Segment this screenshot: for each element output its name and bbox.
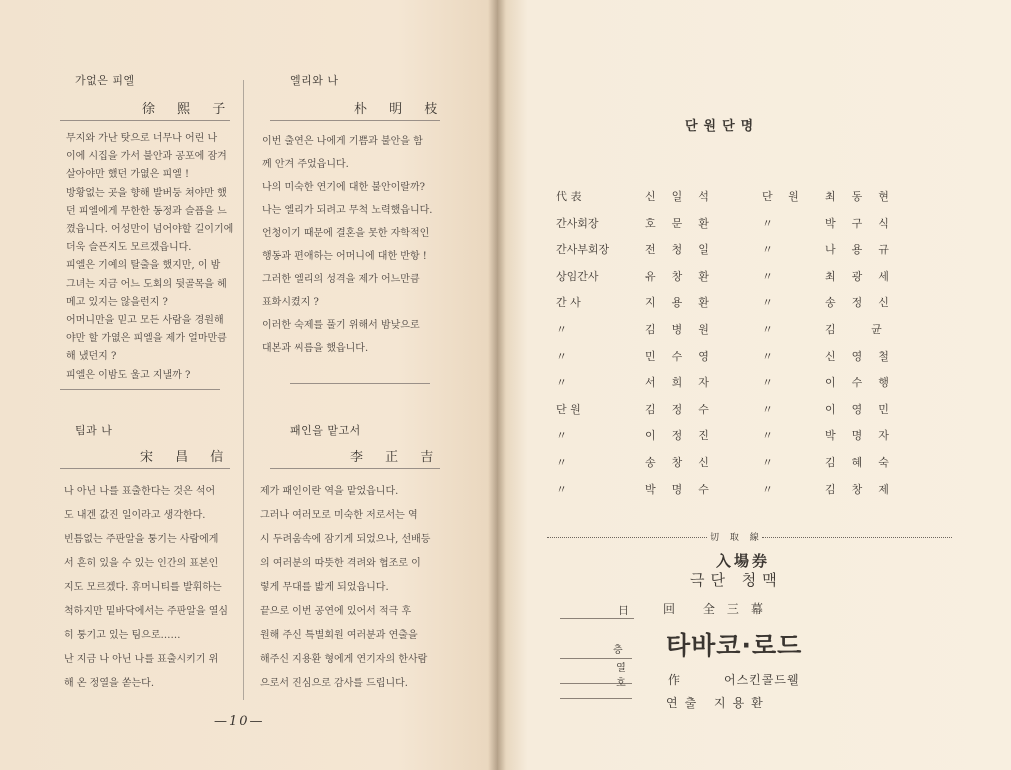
essay-line: 히 퉁기고 있는 팀으로…… <box>64 630 181 641</box>
play-title: 타바코·로드 <box>666 631 803 660</box>
cut-line <box>547 537 707 538</box>
essay-author: 徐 熙 子 <box>142 102 235 117</box>
essay-line: 빈틈없는 주판알을 퉁기는 사람에게 <box>64 534 219 545</box>
roster-role: 代 表 <box>556 190 582 203</box>
roster-role: 〃 <box>762 482 779 496</box>
essay-line: 나의 미숙한 연기에 대한 불안이랄까? <box>262 182 425 193</box>
essay-line: 지도 모르겠다. 휴머니티를 발휘하는 <box>64 582 222 593</box>
roster-role: 〃 <box>762 429 779 443</box>
roster-member-name: 이영민 <box>825 402 905 416</box>
essay-line: 피엘은 이밤도 울고 지낼까 ? <box>66 369 191 381</box>
essay-line: 시 두려움속에 잠기게 되었으나, 선배등 <box>260 534 431 545</box>
essay-line: 행동과 편애하는 어머니에 대한 반항 ! <box>262 251 427 262</box>
roster-member-name: 박구식 <box>825 216 905 230</box>
cut-line <box>762 537 952 538</box>
essay-line: 척하지만 밑바닥에서는 주판알을 열심 <box>64 606 229 617</box>
essay-line: 해주신 지용환 형에게 연기자의 한사람 <box>260 654 428 665</box>
roster-role: 〃 <box>762 349 779 363</box>
ticket-title: 入場券 <box>716 552 771 570</box>
essay-line: 해 냈던지 ? <box>66 351 117 363</box>
essay-title: 가없은 피엘 <box>75 74 135 87</box>
roster-role: 〃 <box>762 269 779 283</box>
roster-member-name: 전청일 <box>645 243 725 257</box>
roster-member-name: 송정신 <box>825 296 905 310</box>
roster-role: 〃 <box>762 376 779 390</box>
roster-member-name: 김병원 <box>645 323 725 336</box>
roster-title: 단원단명 <box>685 119 760 134</box>
essay-line: 살아야만 했던 가엾은 피엘 ! <box>66 169 189 181</box>
row-label: 열 <box>616 663 626 674</box>
date-blank <box>560 618 634 619</box>
roster-member-name: 김창제 <box>825 482 905 496</box>
roster-role: 〃 <box>556 456 567 469</box>
essay-body <box>262 130 432 360</box>
essay-line: 그러나 여러모로 미숙한 저로서는 역 <box>260 510 418 521</box>
roster-role: 〃 <box>556 376 567 390</box>
roster-member-name: 박명자 <box>825 429 905 443</box>
essay-line: 무지와 가난 탓으로 너무나 어린 나 <box>66 133 218 144</box>
essay-line: 표화시켰지 ? <box>262 297 319 308</box>
roster-member-name: 나용규 <box>825 243 905 257</box>
page-number: —10— <box>214 714 265 729</box>
roster-role: 간사회장 <box>556 216 599 230</box>
roster-member-name: 서희자 <box>645 376 725 390</box>
roster-role: 〃 <box>762 243 779 257</box>
essay-body <box>64 480 228 696</box>
roster-member-name: 김 균 <box>825 323 898 336</box>
essay-line: 그러한 엘리의 성격을 제가 어느만큼 <box>262 274 420 285</box>
essay-title: 엘리와 나 <box>290 74 339 87</box>
roster-role: 간사부회장 <box>556 243 610 257</box>
essay-line: 그녀는 지금 어느 도회의 뒷골목을 헤 <box>66 278 227 290</box>
essay-author: 宋 昌 信 <box>140 450 233 465</box>
roster-role: 〃 <box>762 323 779 336</box>
essay-line: 으로서 진심으로 감사를 드립니다. <box>260 678 408 689</box>
essay-line: 피엘은 기예의 탈출을 했지만, 이 밤 <box>66 260 221 272</box>
roster-role: 〃 <box>762 402 779 416</box>
essay-line: 더욱 슬픈지도 모르겠읍니다. <box>66 242 192 254</box>
essay-title: 패인을 맡고서 <box>290 424 361 437</box>
section-rule <box>290 383 430 384</box>
essay-line: 끝으로 이번 공연에 있어서 적극 후 <box>260 606 412 617</box>
roster-member-name: 민수영 <box>645 349 725 363</box>
essay-line: 방황없는 곳을 향해 발버둥 쳐야만 했 <box>66 187 227 199</box>
essay-line: 이러한 숙제를 풀기 위해서 밤낮으로 <box>262 320 420 331</box>
roster-role: 〃 <box>762 296 779 310</box>
roster-member-name: 호문환 <box>645 216 725 230</box>
roster-role: 〃 <box>556 482 567 496</box>
roster-role: 〃 <box>762 456 779 469</box>
roster-role: 〃 <box>556 429 567 443</box>
roster-role: 상임간사 <box>556 269 599 283</box>
essay-line: 언청이기 때문에 결혼을 못한 자학적인 <box>262 228 430 239</box>
essay-body <box>66 130 233 385</box>
essay-line: 께 안겨 주었읍니다. <box>262 159 349 170</box>
essay-line: 원해 주신 특별회원 여러분과 연출을 <box>260 630 418 641</box>
essay-title: 팀과 나 <box>75 424 113 437</box>
seat-label: 호 <box>616 678 626 689</box>
author-underline <box>270 120 440 121</box>
essay-line: 이에 시집을 가서 불안과 공포에 잠겨 <box>66 151 227 163</box>
author-underline <box>60 120 230 121</box>
essay-line: 나는 엘리가 되려고 무척 노력했읍니다. <box>262 205 433 216</box>
roster-member-name: 김혜숙 <box>825 456 905 469</box>
roster-member-name: 지용환 <box>645 296 725 310</box>
essay-line: 나 아닌 나를 표출한다는 것은 석어 <box>64 486 216 497</box>
roster-role: 〃 <box>762 216 779 230</box>
essay-line: 서 흔히 있을 수 있는 인간의 표본인 <box>64 558 219 569</box>
acts-info: 回 全三幕 <box>663 602 775 616</box>
roster-role: 〃 <box>556 349 567 363</box>
floor-blank <box>560 658 632 659</box>
seat-blank <box>560 698 632 699</box>
essay-line: 해 온 정열을 쏟는다. <box>64 678 154 689</box>
essay-line: 야만 할 가엾은 피엘을 제가 얼마만큼 <box>66 333 227 345</box>
essay-body <box>260 480 430 696</box>
essay-line: 던 피엘에게 무한한 동정과 슬픔을 느 <box>66 205 227 217</box>
essay-line: 도 내겐 값진 일이라고 생각한다. <box>64 510 206 521</box>
essay-author: 李 正 吉 <box>350 450 443 465</box>
roster-member-name: 신영철 <box>825 349 905 363</box>
essay-line: 난 지금 나 아닌 나를 표출시키기 위 <box>64 654 219 665</box>
roster-member-name: 박명수 <box>645 482 725 496</box>
roster-role: 단 원 <box>556 402 581 416</box>
roster-member-name: 송창신 <box>645 456 725 469</box>
roster-member-name: 유창환 <box>645 269 725 283</box>
essay-line: 이번 출연은 나에게 기쁨과 불안을 함 <box>262 136 423 147</box>
roster-member-name: 김정수 <box>645 402 725 416</box>
roster-member-name: 이정진 <box>645 429 725 443</box>
essay-line: 꼈읍니다. 어성만이 넘어야할 길이기에 <box>66 224 234 236</box>
cut-label: 切 取 線 <box>710 533 763 543</box>
essay-line: 어머니만을 믿고 모든 사람을 경원해 <box>66 315 224 327</box>
roster-member-name: 최동현 <box>825 190 905 203</box>
author-underline <box>60 468 230 469</box>
section-rule <box>60 389 220 390</box>
floor-label: 층 <box>613 645 623 656</box>
book-gutter <box>488 0 506 770</box>
director: 연출 지용환 <box>666 696 770 710</box>
essay-line: 제가 패인이란 역을 맡었읍니다. <box>260 486 399 497</box>
roster-member-name: 최광세 <box>825 269 905 283</box>
essay-line: 렇게 무대를 밟게 되었읍니다. <box>260 582 389 593</box>
essay-line: 대본과 씨름을 했읍니다. <box>262 343 369 354</box>
roster-role: 단 원 <box>762 190 805 203</box>
author-underline <box>270 468 440 469</box>
roster-role: 〃 <box>556 323 567 336</box>
play-author: 어스킨콜드웰 <box>724 673 800 687</box>
essay-author: 朴 明 枝 <box>354 102 447 117</box>
essay-line: 메고 있지는 않을런지 ? <box>66 296 168 308</box>
date-label: 日 <box>618 604 629 617</box>
author-label: 作 <box>668 673 681 687</box>
troupe-name: 극단 청맥 <box>690 571 783 589</box>
roster-member-name: 신일석 <box>645 190 725 203</box>
essay-line: 의 여러분의 따뜻한 격려와 협조로 이 <box>260 558 421 569</box>
column-divider <box>243 80 244 700</box>
roster-member-name: 이수행 <box>825 376 905 390</box>
roster-role: 간 사 <box>556 296 581 310</box>
